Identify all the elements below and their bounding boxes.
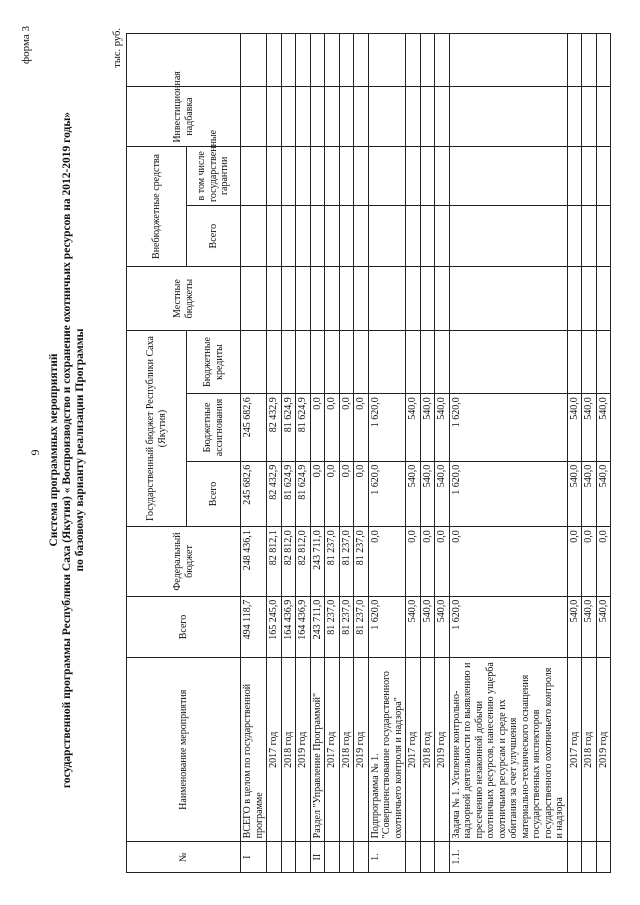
cell-extra-total [368,206,406,267]
cell-federal: 81 237,0 [325,527,340,597]
cell-invest [339,87,354,146]
cell-state-assign: 540,0 [435,394,450,462]
cell-extra-guarantee [296,146,311,205]
cell-state-credit [567,330,582,393]
cell-extra-total [420,206,435,267]
cell-state-total: 0,0 [339,461,354,526]
cell-code [325,842,340,873]
cell-extra-total [296,206,311,267]
cell-invest [406,87,421,146]
cell-state-total: 0,0 [354,461,369,526]
cell-extra-guarantee [582,146,597,205]
table-row [339,34,354,873]
cell-name: 2018 год [339,658,354,842]
cell-code [435,842,450,873]
cell-extra-total [241,206,267,267]
cell-extra-guarantee [325,146,340,205]
cell-blank [296,34,311,87]
cell-state-credit [420,330,435,393]
cell-extra-total [310,206,325,267]
cell-extra-total [435,206,450,267]
cell-extra-guarantee [420,146,435,205]
cell-state-credit [596,330,611,393]
cell-state-assign: 1 620,0 [449,394,567,462]
header-state-credit: Бюджетные кредиты [187,330,241,393]
cell-code: II [310,842,325,873]
cell-state-assign: 1 620,0 [368,394,406,462]
cell-blank [582,34,597,87]
cell-state-credit [368,330,406,393]
header-extra: Внебюджетные средства [127,146,187,267]
cell-extra-guarantee [310,146,325,205]
cell-extra-guarantee [567,146,582,205]
cell-total: 540,0 [582,596,597,657]
cell-state-total: 1 620,0 [449,461,567,526]
cell-total: 1 620,0 [368,596,406,657]
cell-federal: 243 711,0 [310,527,325,597]
cell-federal: 0,0 [596,527,611,597]
cell-total: 494 118,7 [241,596,267,657]
title-line-2: государственной программы Республики Саха (Якутия) « Воспроизводство и сохранение охотничьих ресурсов на 2012-2019 годы» [61,111,73,789]
cell-name: 2019 год [596,658,611,842]
cell-blank [267,34,282,87]
table-row [241,34,267,873]
cell-state-total: 540,0 [582,461,597,526]
cell-extra-total [267,206,282,267]
cell-federal: 0,0 [420,527,435,597]
cell-federal: 82 812,1 [267,527,282,597]
cell-federal: 0,0 [435,527,450,597]
table-row [281,34,296,873]
cell-state-total: 540,0 [596,461,611,526]
cell-invest [241,87,267,146]
cell-state-total: 540,0 [567,461,582,526]
header-name: Наименование мероприятия [127,658,241,842]
cell-blank [567,34,582,87]
cell-state-credit [325,330,340,393]
cell-state-credit [267,330,282,393]
table-row [567,34,582,873]
cell-blank [281,34,296,87]
cell-local [354,267,369,330]
cell-name: 2017 год [267,658,282,842]
cell-total: 164 436,9 [296,596,311,657]
cell-local [296,267,311,330]
table-row [420,34,435,873]
header-state-total: Всего [187,461,241,526]
cell-invest [281,87,296,146]
cell-state-assign: 540,0 [596,394,611,462]
cell-state-assign: 245 682,6 [241,394,267,462]
cell-invest [325,87,340,146]
table-row [449,34,567,873]
cell-extra-total [325,206,340,267]
cell-state-total: 245 682,6 [241,461,267,526]
table-row [596,34,611,873]
cell-name: Подпрограмма № 1. "Совершенствование государственного охотничьего контроля и надзора" [368,658,406,842]
cell-federal: 248 436,1 [241,527,267,597]
header-invest: Инвестиционная надбавка [127,87,241,146]
cell-extra-total [339,206,354,267]
cell-blank [435,34,450,87]
cell-name: 2019 год [435,658,450,842]
cell-invest [310,87,325,146]
cell-blank [596,34,611,87]
table-row [296,34,311,873]
cell-code [267,842,282,873]
cell-blank [310,34,325,87]
cell-code [596,842,611,873]
cell-state-assign: 0,0 [354,394,369,462]
document-title [48,55,87,845]
cell-extra-guarantee [354,146,369,205]
cell-extra-guarantee [449,146,567,205]
cell-state-credit [449,330,567,393]
table-row [435,34,450,873]
cell-name: 2018 год [281,658,296,842]
cell-code [406,842,421,873]
table-row [354,34,369,873]
cell-state-assign: 0,0 [339,394,354,462]
cell-code [296,842,311,873]
cell-local [339,267,354,330]
cell-total: 540,0 [567,596,582,657]
unit-label: тыс. руб. [112,28,123,68]
header-blank [127,34,241,87]
cell-extra-guarantee [435,146,450,205]
cell-state-total: 540,0 [435,461,450,526]
cell-invest [354,87,369,146]
cell-total: 1 620,0 [449,596,567,657]
cell-extra-guarantee [241,146,267,205]
cell-state-credit [582,330,597,393]
table-row [406,34,421,873]
cell-local [241,267,267,330]
cell-extra-guarantee [406,146,421,205]
table-row [582,34,597,873]
cell-state-credit [435,330,450,393]
cell-state-assign: 540,0 [420,394,435,462]
header-federal: Федеральный бюджет [127,527,241,597]
cell-total: 81 237,0 [325,596,340,657]
cell-blank [339,34,354,87]
cell-name: 2017 год [406,658,421,842]
header-extra-guarantee: в том числе государственные гарантии [187,146,241,205]
cell-state-assign: 0,0 [325,394,340,462]
cell-extra-guarantee [596,146,611,205]
cell-name: 2018 год [420,658,435,842]
cell-state-assign: 82 432,9 [267,394,282,462]
cell-state-total: 540,0 [406,461,421,526]
cell-state-credit [406,330,421,393]
cell-name: ВСЕГО в целом по государственной программе [241,658,267,842]
table-row [368,34,406,873]
cell-invest [567,87,582,146]
cell-state-credit [310,330,325,393]
cell-state-credit [339,330,354,393]
cell-total: 164 436,9 [281,596,296,657]
cell-total: 540,0 [435,596,450,657]
cell-federal: 81 237,0 [354,527,369,597]
cell-total: 540,0 [596,596,611,657]
cell-extra-guarantee [339,146,354,205]
cell-name: 2018 год [582,658,597,842]
cell-blank [406,34,421,87]
cell-invest [296,87,311,146]
cell-code [567,842,582,873]
page-number: 9 [28,449,42,456]
cell-local [420,267,435,330]
cell-total: 165 245,0 [267,596,282,657]
cell-local [281,267,296,330]
cell-blank [420,34,435,87]
table-row [325,34,340,873]
cell-extra-total [567,206,582,267]
cell-state-total: 540,0 [420,461,435,526]
cell-invest [596,87,611,146]
cell-federal: 81 237,0 [339,527,354,597]
cell-extra-total [406,206,421,267]
cell-state-total: 1 620,0 [368,461,406,526]
cell-state-total: 0,0 [325,461,340,526]
cell-invest [582,87,597,146]
table-body [241,34,611,873]
cell-federal: 82 812,0 [281,527,296,597]
cell-state-assign: 540,0 [406,394,421,462]
cell-blank [354,34,369,87]
cell-invest [449,87,567,146]
cell-total: 81 237,0 [354,596,369,657]
header-state-assign: Бюджетные ассигнования [187,394,241,462]
header-local: Местные бюджеты [127,267,241,330]
cell-name: 2019 год [296,658,311,842]
cell-blank [368,34,406,87]
cell-federal: 0,0 [449,527,567,597]
cell-state-assign: 81 624,9 [281,394,296,462]
cell-extra-total [596,206,611,267]
cell-name: Задача № 1. Усиление контрольно-надзорной деятельности по выявлению и пресечению незаконной добычи охотничьих ресурсов, нанесению ущерба охотничьим ресурсам и среде их обитания за счет улучшения материально-технического оснащения государственных инспекторов государственного охотничьего контроля и надзора [449,658,567,842]
cell-local [567,267,582,330]
cell-local [310,267,325,330]
cell-state-total: 81 624,9 [281,461,296,526]
program-measures-table [126,33,611,873]
cell-total: 540,0 [406,596,421,657]
cell-state-assign: 540,0 [567,394,582,462]
cell-extra-total [449,206,567,267]
cell-local [449,267,567,330]
header-extra-total: Всего [187,206,241,267]
cell-code [420,842,435,873]
cell-total: 540,0 [420,596,435,657]
cell-federal: 0,0 [582,527,597,597]
cell-extra-guarantee [368,146,406,205]
cell-code: I [241,842,267,873]
cell-total: 243 711,0 [310,596,325,657]
cell-blank [449,34,567,87]
cell-state-assign: 0,0 [310,394,325,462]
cell-code [281,842,296,873]
cell-local [582,267,597,330]
cell-extra-total [354,206,369,267]
cell-local [368,267,406,330]
cell-invest [435,87,450,146]
cell-blank [241,34,267,87]
header-no: № [127,842,241,873]
cell-invest [420,87,435,146]
cell-code: 1. [368,842,406,873]
cell-name: Раздел "Управление Программой" [310,658,325,842]
cell-state-total: 82 432,9 [267,461,282,526]
cell-code [354,842,369,873]
header-state-budget: Государственный бюджет Республики Саха (Якутия) [127,330,187,526]
title-line-1: Система программных мероприятий [48,353,60,547]
cell-extra-guarantee [281,146,296,205]
cell-local [325,267,340,330]
cell-name: 2017 год [325,658,340,842]
cell-state-total: 0,0 [310,461,325,526]
cell-state-credit [281,330,296,393]
cell-blank [325,34,340,87]
header-total: Всего [127,596,241,657]
cell-extra-total [281,206,296,267]
cell-local [596,267,611,330]
cell-federal: 82 812,0 [296,527,311,597]
form-label: форма 3 [20,26,32,64]
cell-name: 2017 год [567,658,582,842]
cell-federal: 0,0 [406,527,421,597]
cell-state-total: 81 624,9 [296,461,311,526]
cell-local [435,267,450,330]
cell-code: 1.1. [449,842,567,873]
cell-local [267,267,282,330]
cell-invest [368,87,406,146]
cell-name: 2019 год [354,658,369,842]
cell-total: 81 237,0 [339,596,354,657]
table-row [310,34,325,873]
table-row [267,34,282,873]
cell-extra-guarantee [267,146,282,205]
cell-federal: 0,0 [567,527,582,597]
cell-code [339,842,354,873]
cell-state-assign: 540,0 [582,394,597,462]
cell-code [582,842,597,873]
cell-state-credit [354,330,369,393]
title-line-3: по базовому варианту реализации Программы [74,328,86,572]
cell-local [406,267,421,330]
cell-state-credit [296,330,311,393]
cell-federal: 0,0 [368,527,406,597]
cell-state-credit [241,330,267,393]
cell-state-assign: 81 624,9 [296,394,311,462]
cell-extra-total [582,206,597,267]
cell-invest [267,87,282,146]
